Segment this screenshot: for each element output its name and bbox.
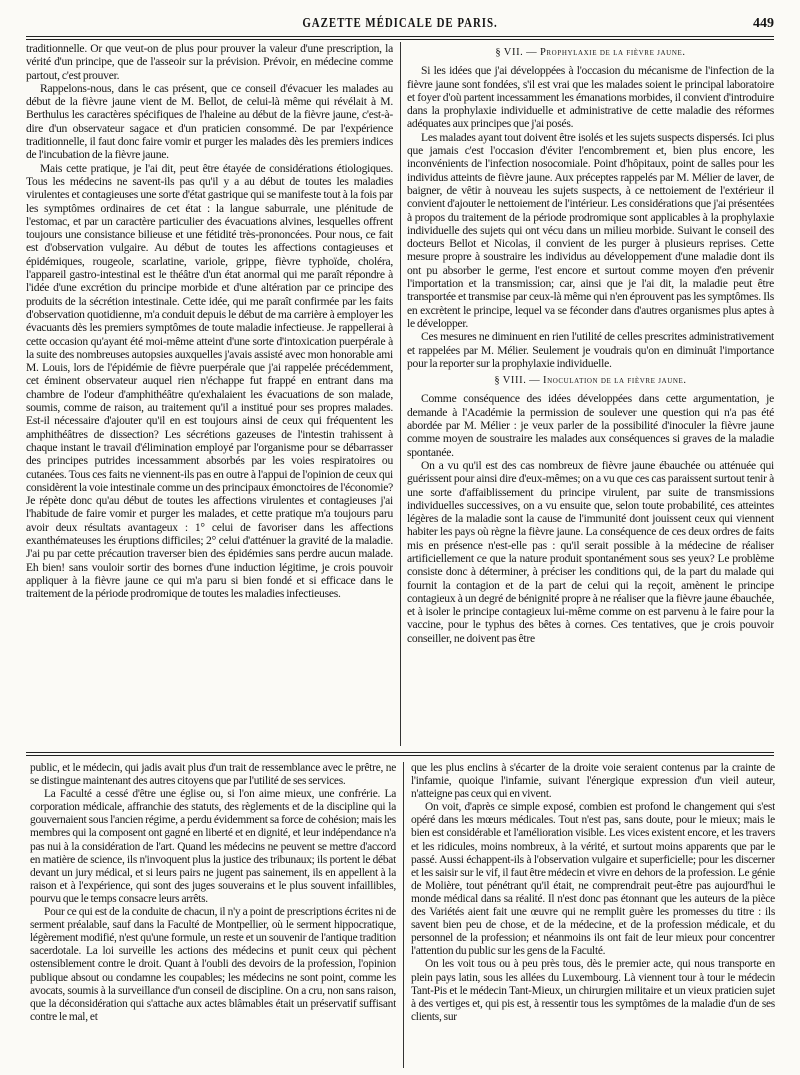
paragraph: La Faculté a cessé d'être une église ou, si l'on aime mieux, une confrérie. La corporation médicale, affranchie des statuts, des règlements et de la discipline qui la gouvernaient sous l'ancien régime, a perdu évidemment sa force de cohésion; mais les membres qui la composent ont gagné en liberté et en dignité, et leur indépendance n'a pas nui à la considération de l'art. Quand les médecins ne peuvent se mettre d'accord en matière de science, ils n'invoquent plus la justice des tribunaux; ils portent le débat devant un jury médical, et si leurs pairs ne jugent pas sainement, ils en appellent à la raison et à l'expérience, qui sont des juges souverains et le plus souvent infaillibles, pourvu que le temps consacre leurs arrêts. bbox=[30, 788, 396, 905]
paragraph: Si les idées que j'ai développées à l'occasion du mécanisme de l'infection de la fièvre jaune sont fondées, s'il est vrai que les malades soient le principal laboratoire et foyer d'où partent incessamment les émanations morbides, il convient d'introduire dans la prophylaxie individuelle et administrative de cette maladie des réformes adéquates aux principes que j'ai posés. bbox=[407, 64, 774, 131]
upper-right-column bbox=[407, 42, 774, 746]
paragraph: On les voit tous ou à peu près tous, dès le premier acte, qui nous transporte en plein pays latin, sous les allées du Luxembourg. Là viennent tour à tour le médecin Tant-Pis et le médecin Tant-Mieux, un chirurgien militaire et un vieux praticien sujet à des vertiges et, qui pis est, à ressentir tous les symptômes de la maladie d'un de ses clients, sur bbox=[411, 958, 775, 1023]
section-heading-viii: § VIII. — Inoculation de la fièvre jaune. bbox=[494, 375, 687, 387]
lower-right-column bbox=[411, 762, 775, 1068]
paragraph: public, et le médecin, qui jadis avait plus d'un trait de ressemblance avec le prêtre, ne se distingue maintenant des autres citoyens que par l'utilité de ses services. bbox=[30, 762, 396, 788]
column-divider bbox=[403, 762, 404, 1068]
paragraph: que les plus enclins à s'écarter de la droite voie seraient contenus par la crainte de l'infamie, quoique l'infamie, suivant l'énergique expression d'un vieil auteur, n'atteigne pas ceux qui en vivent. bbox=[411, 762, 775, 801]
section-rule bbox=[26, 752, 774, 756]
paragraph: Mais cette pratique, je l'ai dit, peut être étayée de considérations étiologiques. Tous les médecins ne savent-ils pas qu'il y a au début de toutes les maladies virulentes et contagieuses une sorte d'état gastrique qui se manifeste tout à la fois par les symptômes ordinaires de cet état : la langue saburrale, une plénitude de l'estomac, et par un caractère particulier des évacuations alvines, lesquelles offrent toujours une consistance bilieuse et une fétidité très-prononcées. Pour nous, ce fait est d'observation vulgaire. Au début de toutes les affections contagieuses et épidémiques, rougeole, scarlatine, variole, grippe, fièvre typhoïde, choléra, l'appareil gastro-intestinal est le théâtre d'un état anormal qui me paraît répondre à l'idée d'une excrétion du principe morbide et d'une altération par ce principe des produits de la sécrétion intestinale. Cette idée, qui me paraît confirmée par les faits d'observation quotidienne, m'a conduit depuis le début de ma carrière à employer les évacuants dès les premiers symptômes de toute maladie infectieuse. Je rappellerai à cette occasion qu'ayant été moi-même atteint d'une sorte d'intoxication puerpérale à la suite des nombreuses autopsies auxquelles j'avais assisté avec mon honorable ami M. Louis, lors de l'épidémie de fièvre puerpérale que j'ai rappelée précédemment, cet éminent observateur auquel rien n'échappe fut frappé en entrant dans ma chambre de l'odeur d'amphithéâtre qu'exhalaient les évacuations de son malade, soumis, comme de raison, au traitement qu'il a institué pour ses propres malades. Est-il nécessaire d'ajouter qu'il en est toujours ainsi de ceux qui fréquentent les amphithéâtres de dissection? Les sécrétions gazeuses de l'intestin trahissent à chaque instant le travail d'élimination employé par l'organisme pour se débarrasser des principes putrides incessamment absorbés par les voies respiratoires ou cutanées. Tous ces faits ne viennent-ils pas en outre à l'appui de l'opinion de ceux qui considèrent la voie intestinale comme un des principaux émonctoires de l'économie? Je répète donc qu'au début de toutes les affections virulentes et contagieuses j'ai l'habitude de faire vomir et purger les malades, et cette pratique m'a toujours paru avoir deux résultats avantageux : 1° celui de favoriser dans les affections exanthémateuses les éruptions difficiles; 2° celui d'atténuer la gravité de la maladie. J'ai pu par cette précaution traverser bien des épidémies sans perdre aucun malade. Eh bien! sans vouloir sortir des bornes d'une induction légitime, je crois pouvoir appliquer à la fièvre jaune ce qui m'a paru si bien fondé et si efficace dans le traitement de la période prodromique de toutes les maladies infectieuses. bbox=[26, 161, 393, 601]
paragraph: On voit, d'après ce simple exposé, combien est profond le changement qui s'est opéré dans les mœurs médicales. Tout n'est pas, sans doute, pour le mieux; mais le bien est considérable et l'amélioration visible. Les vices existent encore, et les travers et les ridicules, moins nombreux, à la vérité, et surtout moins apparents que par le passé. Aussi échappent-ils à l'observation vulgaire et superficielle; pour les discerner et les saisir sur le vif, il faut être médecin et vivre en dehors de la profession. Le génie de Molière, tout pénétrant qu'il était, ne comprendrait peut-être pas aujourd'hui le monde médical dans sa réalité. Il n'est donc pas étonnant que les auteurs de la pièce des Variétés aient fait une œuvre qui ne remplit guère les promesses du titre : ils savent bien peu de chose, et de la médecine, et de la profession médicale, et du personnel de la profession; et néanmoins ils ont fait de leur mieux pour concentrer l'attention du public sur les gens de la Faculté. bbox=[411, 801, 775, 958]
paragraph: On a vu qu'il est des cas nombreux de fièvre jaune ébauchée ou atténuée qui guérissent pour ainsi dire d'eux-mêmes; on a vu que ces cas paraissent surtout tenir à une sorte d'affaiblissement du principe virulent, par suite de transmissions individuelles successives, on a vu ensuite que, selon toute probabilité, ces atteintes légères de la maladie sont la cause de l'immunité dont jouissent ceux qui viennent habiter les pays où règne la fièvre jaune. La conséquence de ces deux ordres de faits mis en présence n'est-elle pas : qu'il serait possible à la médecine de réaliser artificiellement ce que la nature produit spontanément sous ses yeux? Le problème consiste donc à déterminer, à préciser les conditions qui, de la part du malade qui fournit la contagion et de la part de celui qui la reçoit, amènent le principe contagieux à un degré de bénignité propre à ne réaliser que la fièvre jaune ébauchée, et à isoler le principe contagieux lui-même comme on est parvenu à le faire pour la vaccine, pour le typhus des bêtes à cornes. Ces tentatives, que je crois pouvoir conseiller, ne doivent pas être bbox=[407, 458, 774, 645]
lower-left-column bbox=[30, 762, 396, 1068]
paragraph: Les malades ayant tout doivent être isolés et les sujets suspects dispersés. Ici plus que jamais c'est l'occasion d'éviter l'encombrement et, bien plus encore, les inconvénients de l'infection nosocomiale. Point d'hôpitaux, point de salles pour les individus atteints de fièvre jaune. Aux préceptes rappelés par M. Mélier de laver, de baigner, de vêtir à nouveau les sujets suspects, à ce nettoiement de l'extérieur il convient d'ajouter le nettoiement de l'intérieur. Les considérations que j'ai présentées à propos du traitement de la période prodromique sont applicables à la prophylaxie individuelle des sujets qui ont vécu dans un milieu morbide. Suivant le conseil des docteurs Bellot et Nicolas, il convient de les purger à plusieurs reprises. Cette mesure propre à soustraire les individus au développement d'une maladie dont ils ont pu absorber le germe, l'est encore et surtout comme moyen d'en prévenir l'importation et la transmission; car, ainsi que je l'ai dit, la maladie peut être transportée et transmise par ceux-là même qui n'en éprouvent pas les symptômes. Ils en excrètent le principe, lequel va se féconder dans d'autres organismes plus aptes à le développer. bbox=[407, 130, 774, 330]
column-divider bbox=[400, 42, 401, 746]
upper-left-column bbox=[26, 42, 393, 744]
paragraph: Comme conséquence des idées développées dans cette argumentation, je demande à l'Académie la permission de soulever une question qui n'a pas été abordée par M. Mélier : je veux parler de la possibilité d'inoculer la fièvre jaune comme moyen de soustraire les malades aux conséquences si graves de la maladie spontanée. bbox=[407, 392, 774, 459]
paragraph: Pour ce qui est de la conduite de chacun, il n'y a point de prescriptions écrites ni de serment préalable, sauf dans la Faculté de Montpellier, où le serment hippocratique, légèrement modifié, n'est qu'une formule, un reste et un souvenir de l'antique tradition sacerdotale. La loi surveille les actions des médecins et punit ceux qui pèchent ostensiblement contre le droit. Quant à l'oubli des devoirs de la profession, l'opinion publique absout ou condamne les coupables; les médecins ne sont point, comme les avocats, soumis à la surveillance d'un conseil de discipline. On a cru, non sans raison, que la déconsidération qui s'attache aux actes blâmables était un préservatif suffisant contre le mal, et bbox=[30, 906, 396, 1023]
running-title: GAZETTE MÉDICALE DE PARIS. bbox=[302, 16, 498, 31]
header-rule bbox=[26, 36, 774, 40]
section-heading-vii: § VII. — Prophylaxie de la fièvre jaune. bbox=[495, 47, 686, 58]
page-header bbox=[26, 14, 774, 36]
paragraph: traditionnelle. Or que veut-on de plus pour prouver la valeur d'une prescription, la vérité d'un principe, que de l'asseoir sur la prévision. Prévoir, en médecine comme partout, c'est prouver. bbox=[26, 42, 393, 82]
paragraph: Rappelons-nous, dans le cas présent, que ce conseil d'évacuer les malades au début de la fièvre jaune vient de M. Bellot, de celui-là même qui révélait à M. Berthulus les caractères spécifiques de l'haleine au début de la fièvre jaune, c'est-à-dire d'un observateur sagace et d'un praticien consommé. De par l'expérience traditionnelle, il faut donc faire vomir et purger les malades dès les premiers indices de l'incubation de la fièvre jaune. bbox=[26, 81, 393, 162]
page-number: 449 bbox=[753, 16, 774, 31]
paragraph: Ces mesures ne diminuent en rien l'utilité de celles prescrites administrativement et rappelées par M. Mélier. Seulement je voudrais qu'on en diminuât l'importance pour la reporter sur la prophylaxie individuelle. bbox=[407, 330, 774, 370]
